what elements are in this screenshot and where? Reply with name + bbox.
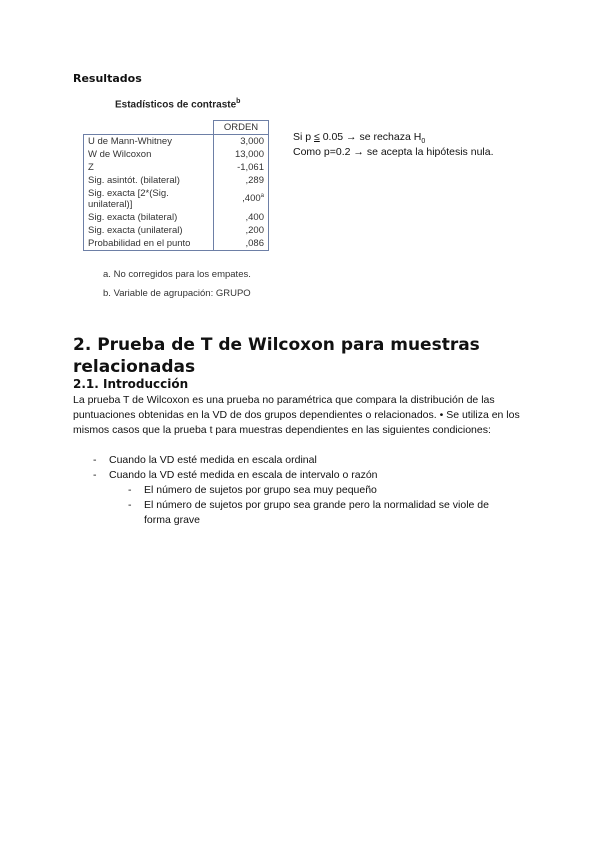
side-note-sub: 0 (421, 138, 426, 146)
side-note-pre: Si p (293, 131, 315, 143)
row-value-text: ,400 (242, 193, 261, 205)
table-footnote-b (103, 288, 251, 299)
row-value-text: ,086 (245, 238, 264, 249)
row-value-sup: a (260, 193, 264, 200)
list-item: - El número de sujetos por grupo sea grande pero la normalidad se viole de forma grave (128, 498, 518, 528)
table-row (84, 224, 269, 237)
table-row (84, 148, 269, 161)
stats-table-column-header: ORDEN (214, 121, 269, 135)
footnote-marker: a. (103, 269, 111, 280)
row-label: Sig. asintót. (bilateral) (84, 174, 214, 187)
subsection-title: 2.1. Introducción (73, 377, 189, 391)
table-row (84, 187, 269, 211)
stats-table-title-text: Estadísticos de contraste (115, 99, 237, 111)
table-row (84, 161, 269, 174)
stats-table-title-sup: b (236, 98, 241, 105)
row-label: Sig. exacta (bilateral) (84, 211, 214, 224)
row-value (214, 187, 269, 211)
row-value (214, 174, 269, 187)
list-item: - El número de sujetos por grupo sea muy pequeño (128, 483, 518, 498)
row-label: Sig. exacta (unilateral) (84, 224, 214, 237)
intro-paragraph: La prueba T de Wilcoxon es una prueba no paramétrica que compara la distribución de las puntuaciones obtenidas en la VD de dos grupos dependientes o relacionados. • Se utiliza en los mismos casos que la prueba t para muestras dependientes en las siguientes condiciones: (73, 394, 520, 436)
row-value (214, 224, 269, 237)
list-item: - Cuando la VD esté medida en escala ordinal (93, 453, 378, 468)
less-equal-symbol: ≤ (314, 131, 320, 143)
side-note-post: 0.05 → se rechaza H (319, 131, 422, 143)
row-label: Z (84, 161, 214, 174)
row-value-text: ,400 (245, 212, 264, 223)
list-item: - Cuando la VD esté medida en escala de intervalo o razón (93, 468, 378, 483)
table-row (84, 174, 269, 187)
row-label: W de Wilcoxon (84, 148, 214, 161)
results-heading: Resultados (73, 72, 142, 85)
footnote-text: Variable de agrupación: GRUPO (113, 288, 251, 299)
row-value (214, 135, 269, 149)
side-note-line2: Como p=0.2 → se acepta la hipótesis nula. (293, 146, 494, 158)
row-value (214, 148, 269, 161)
stats-table (83, 120, 269, 251)
row-label: U de Mann-Whitney (84, 135, 214, 149)
row-value-text: ,289 (245, 175, 264, 186)
footnote-text: No corregidos para los empates. (113, 269, 251, 280)
stats-table-title (115, 98, 240, 110)
section-title: 2. Prueba de T de Wilcoxon para muestras relacionadas (73, 335, 480, 377)
sub-conditions-list (128, 483, 518, 528)
row-value (214, 211, 269, 224)
table-row (84, 211, 269, 224)
conditions-list (93, 453, 378, 483)
footnote-marker: b. (103, 288, 111, 299)
row-value (214, 161, 269, 174)
table-row (84, 237, 269, 251)
row-label: Probabilidad en el punto (84, 237, 214, 251)
row-value-text: 3,000 (240, 136, 264, 147)
row-label: Sig. exacta [2*(Sig. unilateral)] (84, 187, 214, 211)
table-footnote-a (103, 269, 251, 280)
stats-table-corner (84, 121, 214, 135)
table-row (84, 135, 269, 149)
row-value-text: 13,000 (234, 149, 264, 160)
row-value-text: -1,061 (237, 162, 264, 173)
row-value-text: ,200 (245, 225, 264, 236)
row-value (214, 237, 269, 251)
side-note-line1 (293, 131, 425, 145)
